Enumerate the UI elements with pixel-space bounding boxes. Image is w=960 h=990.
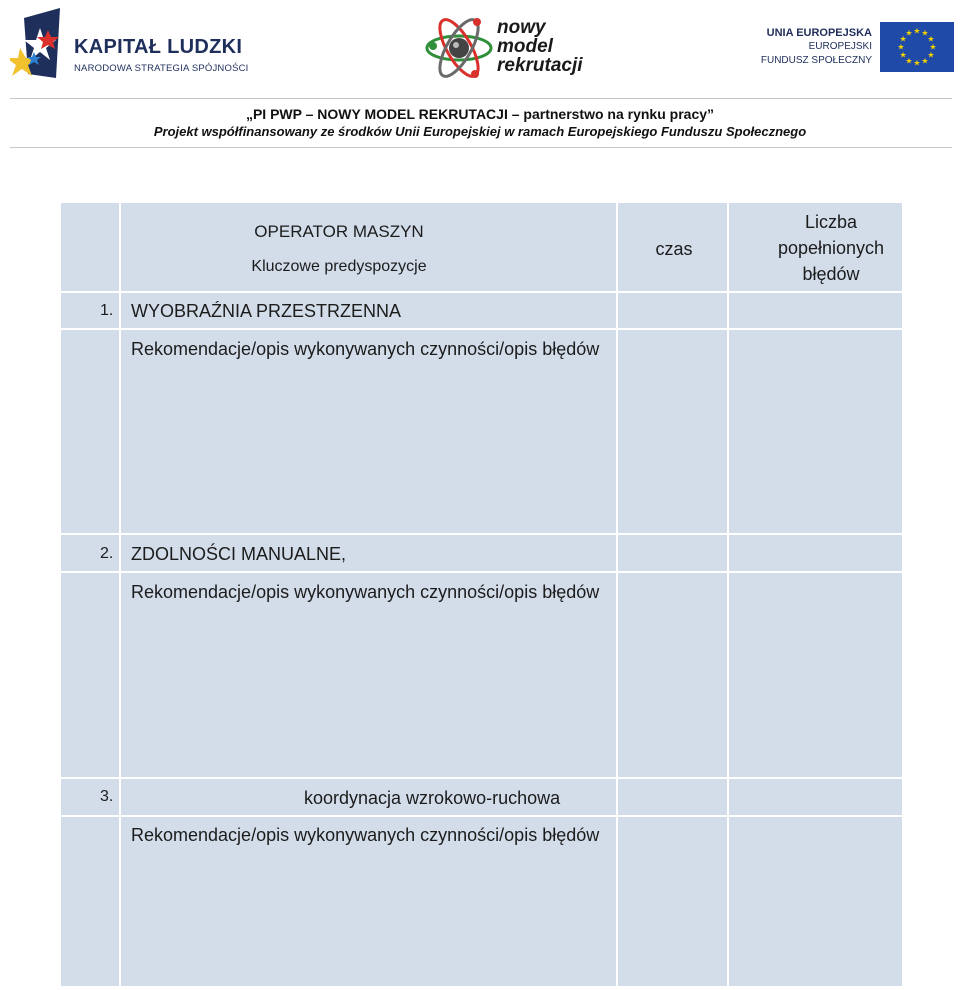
table-vline-2: [616, 203, 618, 986]
table-subtitle: Kluczowe predyspozycje: [251, 258, 427, 275]
nmr-line-3: rekrutacji: [497, 55, 583, 76]
column-liczba-header: [760, 209, 902, 287]
section-2-label: ZDOLNOŚCI MANUALNE,: [131, 544, 347, 564]
project-title: „PI PWP – NOWY MODEL REKRUTACJI – partnerstwo na rynku pracy”: [245, 106, 715, 122]
section-2-number: 2.: [100, 545, 114, 562]
eu-star-icon: ★: [921, 28, 929, 38]
eu-line-2: EUROPEJSKI: [808, 41, 872, 52]
eu-star-icon: ★: [899, 34, 907, 44]
eu-star-icon: ★: [913, 58, 921, 68]
kapital-ludzki-logo: [10, 8, 250, 88]
atom-logo-icon: [425, 12, 497, 82]
eu-line-3: FUNDUSZ SPOŁECZNY: [760, 55, 872, 66]
liczba-line-2: popełnionych: [777, 238, 885, 258]
nmr-line-2: model: [497, 36, 553, 57]
star-logo-icon: [10, 8, 70, 86]
eu-star-icon: ★: [897, 42, 905, 52]
section-1-recommendations[interactable]: Rekomendacje/opis wykonywanych czynności/opis błędów: [131, 339, 600, 359]
table-hline-s2-end: [61, 777, 902, 779]
eu-line-1: UNIA EUROPEJSKA: [766, 27, 872, 39]
eu-star-icon: ★: [929, 42, 937, 52]
eu-star-icon: ★: [899, 50, 907, 60]
nowy-model-rekrutacji-text: [497, 18, 583, 75]
column-czas-header: czas: [655, 239, 693, 259]
table-vline-1: [119, 203, 121, 986]
section-3-recommendations[interactable]: Rekomendacje/opis wykonywanych czynności/opis błędów: [131, 825, 600, 845]
eu-star-icon: ★: [905, 56, 913, 66]
section-1-number: 1.: [100, 302, 114, 319]
eu-star-icon: ★: [913, 26, 921, 36]
kapital-ludzki-title: KAPITAŁ LUDZKI: [74, 36, 243, 58]
header-divider-bottom: [10, 147, 952, 148]
table-title: OPERATOR MASZYN: [254, 222, 424, 241]
table-hline-header: [61, 291, 902, 293]
section-3-number: 3.: [100, 788, 114, 805]
nowy-model-rekrutacji-logo: [425, 12, 595, 84]
section-1-label: WYOBRAŹNIA PRZESTRZENNA: [131, 301, 402, 321]
eu-star-icon: ★: [927, 50, 935, 60]
eu-text: [761, 26, 872, 68]
header-divider-top: [10, 98, 952, 99]
liczba-line-3: błędów: [802, 264, 860, 284]
eu-star-icon: ★: [905, 28, 913, 38]
eu-star-icon: ★: [927, 34, 935, 44]
eu-star-icon: ★: [921, 56, 929, 66]
section-2-recommendations[interactable]: Rekomendacje/opis wykonywanych czynności/opis błędów: [131, 582, 600, 602]
table-hline-s1-end: [61, 533, 902, 535]
table-hline-s2-label: [61, 571, 902, 573]
eu-flag-icon: [880, 22, 954, 72]
table-hline-s3-label: [61, 815, 902, 817]
eu-logo: [760, 20, 956, 76]
project-subtitle: Projekt współfinansowany ze środków Unii Europejskiej w ramach Europejskiego Funduszu Społecznego: [153, 124, 807, 139]
section-3-label: koordynacja wzrokowo-ruchowa: [304, 788, 561, 808]
table-vline-3: [727, 203, 729, 986]
liczba-line-1: Liczba: [804, 212, 858, 232]
nmr-line-1: nowy: [497, 17, 546, 38]
table-hline-s1-label: [61, 328, 902, 330]
kapital-ludzki-subtitle: NARODOWA STRATEGIA SPÓJNOŚCI: [74, 63, 249, 74]
